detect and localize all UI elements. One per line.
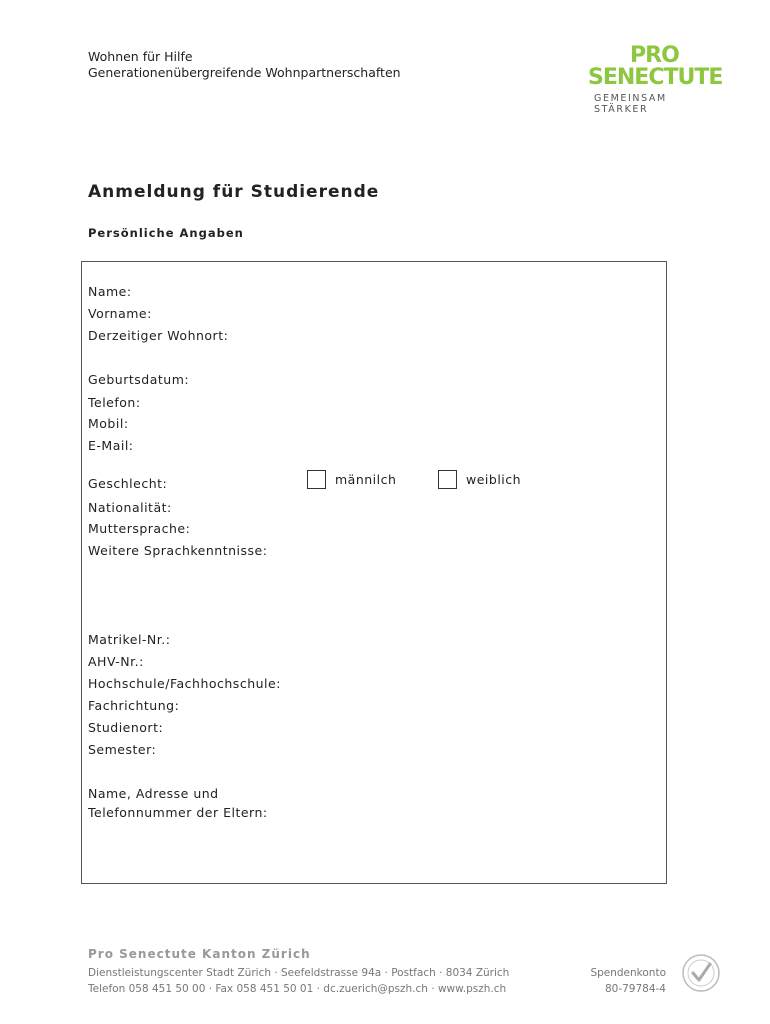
- spendenkonto-number: 80-79784-4: [604, 983, 666, 995]
- field-ahv-label: AHV-Nr.:: [88, 654, 144, 669]
- logo-line-1: PRO: [630, 43, 679, 68]
- page-title: Anmeldung für Studierende: [88, 182, 380, 202]
- field-matrikel-label: Matrikel-Nr.:: [88, 632, 171, 647]
- field-eltern-label-line-1: Name, Adresse und: [88, 786, 219, 801]
- field-eltern-label-line-2: Telefonnummer der Eltern:: [88, 805, 268, 820]
- footer-org-name: Pro Senectute Kanton Zürich: [88, 947, 311, 961]
- field-nationalitaet-label: Nationalität:: [88, 500, 172, 515]
- field-geburtsdatum-label: Geburtsdatum:: [88, 372, 190, 387]
- spendenkonto-label: Spendenkonto: [590, 967, 666, 979]
- field-telefon-label: Telefon:: [88, 395, 141, 410]
- header-line-1: Wohnen für Hilfe: [88, 49, 193, 64]
- zewo-seal-icon: [681, 953, 721, 993]
- logo-line-2: SENECTUTE: [588, 65, 723, 90]
- checkbox-female-box[interactable]: [438, 470, 457, 489]
- field-mobil-label: Mobil:: [88, 416, 129, 431]
- field-name-label: Name:: [88, 284, 132, 299]
- footer-address-block: [88, 965, 509, 997]
- checkbox-male-label: männilch: [335, 472, 397, 487]
- footer-address: Dienstleistungscenter Stadt Zürich · Seefeldstrasse 94a · Postfach · 8034 Zürich: [88, 967, 510, 979]
- checkbox-female[interactable]: [438, 470, 521, 489]
- field-hochschule-label: Hochschule/Fachhochschule:: [88, 676, 281, 691]
- field-muttersprache-label: Muttersprache:: [88, 521, 191, 536]
- field-email-label: E-Mail:: [88, 438, 134, 453]
- section-title: Persönliche Angaben: [88, 226, 244, 240]
- field-fachrichtung-label: Fachrichtung:: [88, 698, 180, 713]
- field-semester-label: Semester:: [88, 742, 157, 757]
- field-sprachkenntnisse-label: Weitere Sprachkenntnisse:: [88, 543, 268, 558]
- field-geschlecht-label: Geschlecht:: [88, 476, 168, 491]
- field-vorname-label: Vorname:: [88, 306, 152, 321]
- header-line-2: Generationenübergreifende Wohnpartnerschaften: [88, 65, 401, 80]
- field-studienort-label: Studienort:: [88, 720, 164, 735]
- header-text: [88, 49, 401, 81]
- logo-tagline: GEMEINSAM STÄRKER: [594, 93, 667, 115]
- checkbox-male[interactable]: [307, 470, 396, 489]
- footer-contact: Telefon 058 451 50 00 · Fax 058 451 50 01 · dc.zuerich@pszh.ch · www.pszh.ch: [88, 983, 507, 995]
- checkbox-female-label: weiblich: [466, 472, 522, 487]
- field-wohnort-label: Derzeitiger Wohnort:: [88, 328, 229, 343]
- pro-senectute-logo: [588, 45, 722, 115]
- footer-spendenkonto: [590, 965, 666, 997]
- checkbox-male-box[interactable]: [307, 470, 326, 489]
